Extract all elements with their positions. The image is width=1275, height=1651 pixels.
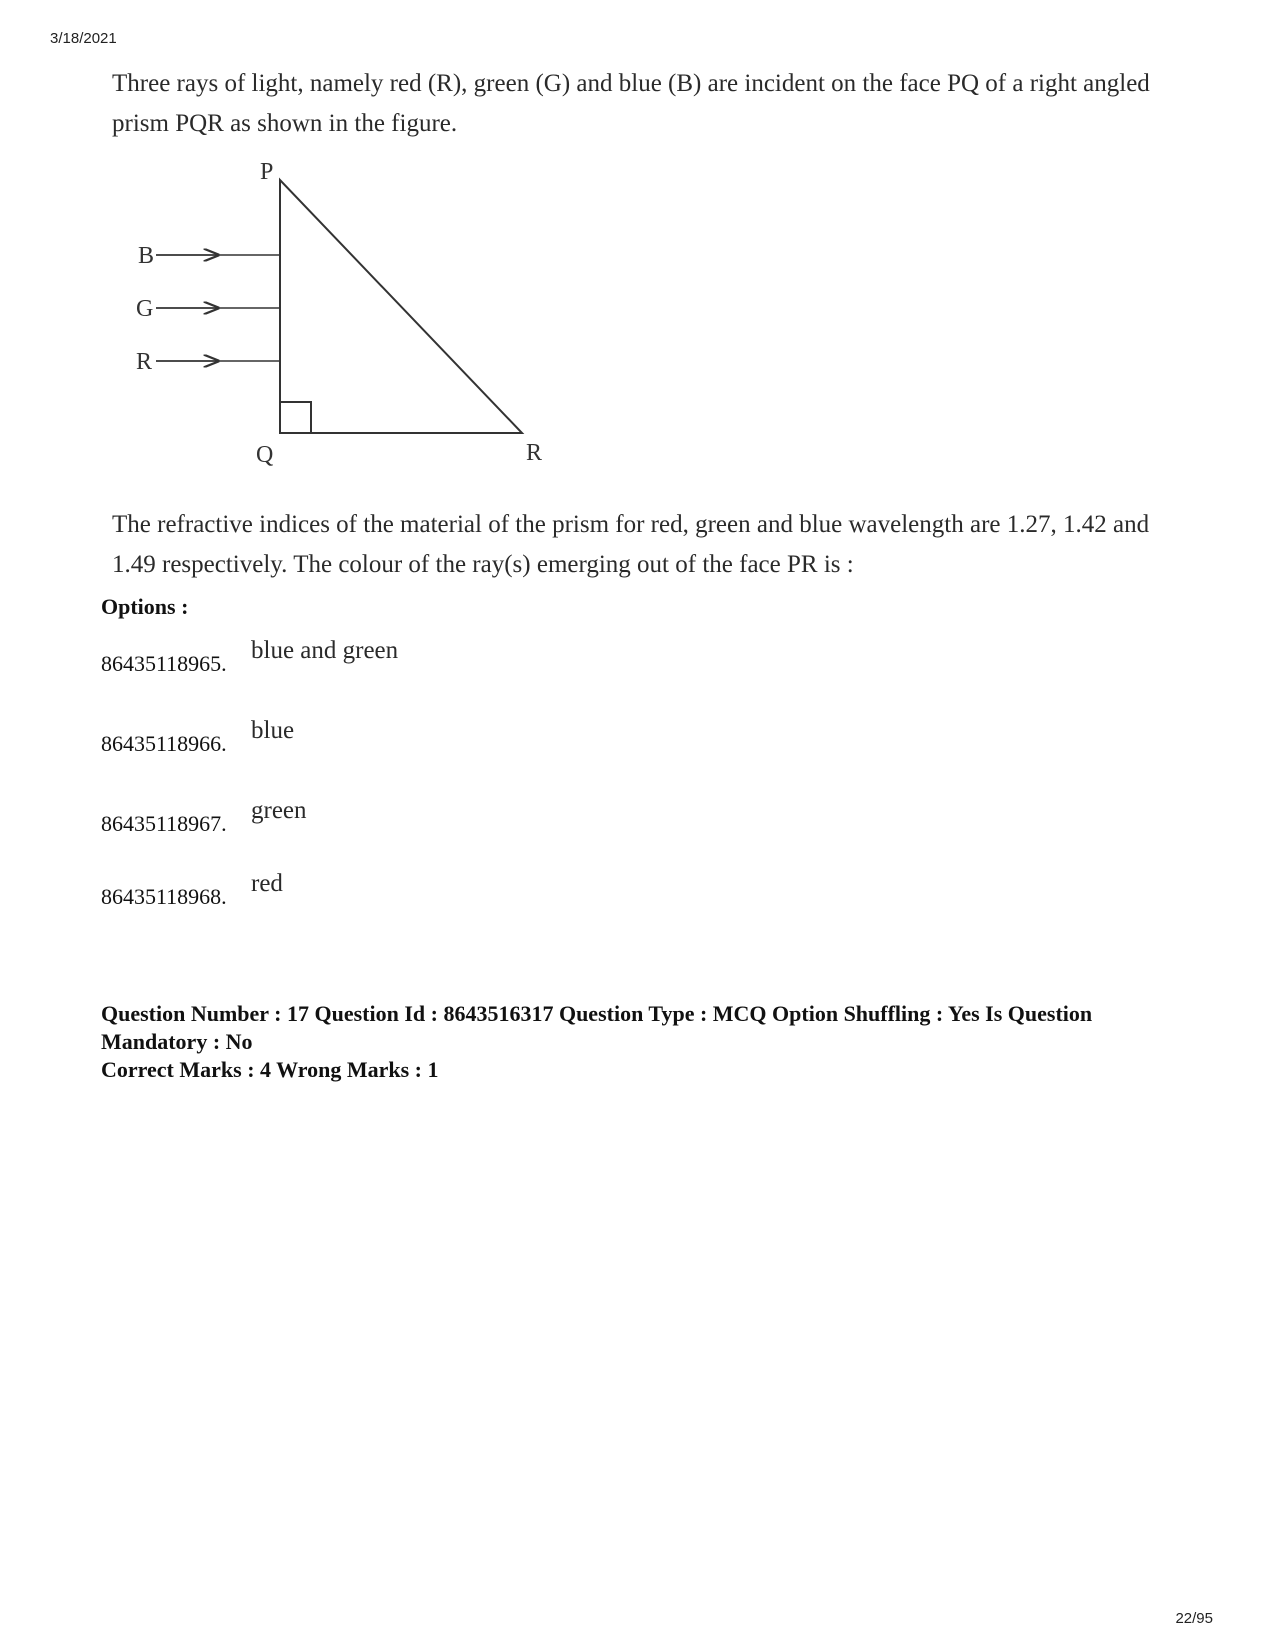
option-id: 86435118966. (101, 731, 227, 756)
option-id: 86435118968. (101, 884, 227, 909)
option-id: 86435118965. (101, 651, 227, 676)
option-text: blue (251, 717, 295, 744)
vertex-q-label: Q (256, 442, 274, 468)
print-date: 3/18/2021 (50, 30, 117, 47)
prism-triangle (280, 180, 522, 433)
option-id: 86435118967. (101, 811, 227, 836)
option-text: red (251, 870, 283, 897)
ray-b-label: B (138, 243, 155, 269)
question-intro: Three rays of light, namely red (R), green (G) and blue (B) are incident on the face PQ of a right angled prism PQR as shown in the figure. (112, 70, 1150, 137)
prism-figure (110, 160, 590, 480)
page-number: 22/95 (1175, 1610, 1213, 1627)
ray-r-label: R (136, 349, 153, 375)
prism-diagram (110, 160, 590, 480)
question-meta: Question Number : 17 Question Id : 8643516317 Question Type : MCQ Option Shuffling : Yes Is Question Mandatory : No (101, 1001, 1093, 1054)
question-body: The refractive indices of the material of the prism for red, green and blue wavelength are 1.27, 1.42 and 1.49 respectively. The colour of the ray(s) emerging out of the face PR is : (112, 511, 1150, 578)
options-heading: Options : (101, 594, 189, 619)
option-text: blue and green (251, 637, 399, 664)
marks-meta: Correct Marks : 4 Wrong Marks : 1 (101, 1057, 439, 1082)
option-text: green (251, 797, 307, 824)
right-angle-mark (280, 402, 311, 433)
ray-g-label: G (136, 296, 154, 322)
vertex-p-label: P (260, 160, 274, 185)
vertex-r-label: R (526, 440, 543, 466)
